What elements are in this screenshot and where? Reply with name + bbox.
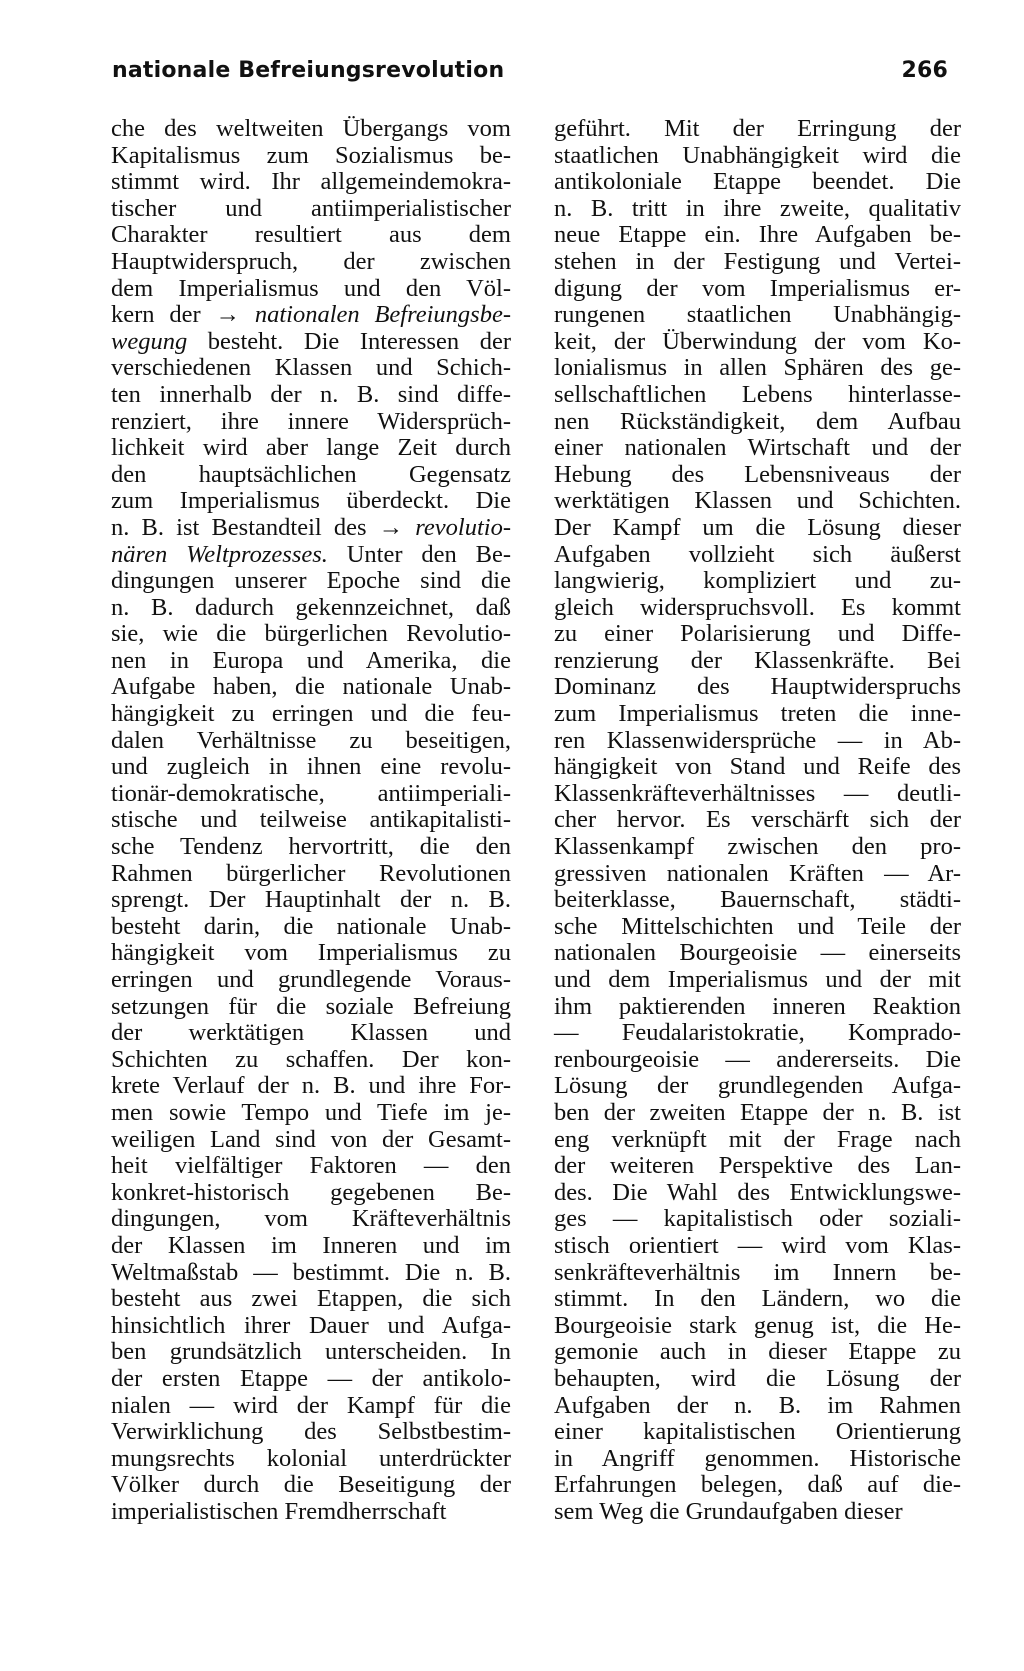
text-line: verschiedenen Klassen und Schich- bbox=[111, 354, 511, 382]
left-text-column bbox=[111, 116, 511, 1525]
text-line: n. B. tritt in ihre zweite, qualitativ bbox=[554, 194, 961, 222]
text-line: der ersten Etappe — der antikolo- bbox=[111, 1364, 511, 1392]
text-line: Aufgaben vollzieht sich äußerst bbox=[554, 540, 961, 568]
text-line: sprengt. Der Hauptinhalt der n. B. bbox=[111, 886, 511, 914]
text-line: zum Imperialismus überdeckt. Die bbox=[111, 487, 511, 515]
text-line: ihm paktierenden inneren Reaktion bbox=[554, 992, 961, 1020]
text-line: stisch orientiert — wird vom Klas- bbox=[554, 1231, 961, 1259]
text-line: werktätigen Klassen und Schichten. bbox=[554, 487, 961, 515]
text-line: cher hervor. Es verschärft sich der bbox=[554, 806, 961, 834]
text-line: dalen Verhältnisse zu beseitigen, bbox=[111, 726, 511, 754]
text-line: gleich widerspruchsvoll. Es kommt bbox=[554, 593, 961, 621]
text-line: stimmt. In den Ländern, wo die bbox=[554, 1285, 961, 1313]
text-line: sche Tendenz hervortritt, die den bbox=[111, 833, 511, 861]
text-line: Weltmaßstab — bestimmt. Die n. B. bbox=[111, 1258, 511, 1286]
text-line: Erfahrungen belegen, daß auf die- bbox=[554, 1471, 961, 1499]
text-line: Völker durch die Beseitigung der bbox=[111, 1471, 511, 1499]
text-line: kern der → nationalen Befreiungsbe- bbox=[111, 301, 511, 329]
right-text-column bbox=[554, 116, 961, 1525]
text-line: n. B. dadurch gekennzeichnet, daß bbox=[111, 593, 511, 621]
text-line: dingungen unserer Epoche sind die bbox=[111, 567, 511, 595]
text-line: einer kapitalistischen Orientierung bbox=[554, 1418, 961, 1446]
text-line: besteht darin, die nationale Unab- bbox=[111, 912, 511, 940]
text-line: geführt. Mit der Erringung der bbox=[554, 115, 961, 142]
text-line: hängigkeit von Stand und Reife des bbox=[554, 753, 961, 781]
text-line: lonialismus in allen Sphären des ge- bbox=[554, 354, 961, 382]
text-line: einer nationalen Wirtschaft und der bbox=[554, 434, 961, 462]
text-line: und dem Imperialismus und der mit bbox=[554, 966, 961, 993]
text-line: den hauptsächlichen Gegensatz bbox=[111, 460, 511, 488]
text-line: nationalen Bourgeoisie — einerseits bbox=[554, 939, 961, 967]
text-line: Charakter resultiert aus dem bbox=[111, 221, 511, 249]
text-line: Klassenkräfteverhältnisses — deutli- bbox=[554, 779, 961, 807]
text-line: staatlichen Unabhängigkeit wird die bbox=[554, 141, 961, 169]
text-line: — Feudalaristokratie, Komprado- bbox=[554, 1019, 961, 1047]
text-line: stimmt wird. Ihr allgemeindemokra- bbox=[111, 168, 511, 196]
text-line: Aufgabe haben, die nationale Unab- bbox=[111, 673, 511, 701]
text-line: nen Rückständigkeit, dem Aufbau bbox=[554, 407, 961, 435]
text-line: und zugleich in ihnen eine revolu- bbox=[111, 753, 511, 781]
text-line: Klassenkampf zwischen den pro- bbox=[554, 833, 961, 861]
text-line: beiterklasse, Bauernschaft, städti- bbox=[554, 886, 961, 914]
text-line: der werktätigen Klassen und bbox=[111, 1019, 511, 1047]
text-line: renzierung der Klassenkräfte. Bei bbox=[554, 646, 961, 674]
text-line: besteht aus zwei Etappen, die sich bbox=[111, 1285, 511, 1313]
text-line: Hauptwiderspruch, der zwischen bbox=[111, 247, 511, 275]
text-line: wegung besteht. Die Interessen der bbox=[111, 327, 511, 355]
text-line: gressiven nationalen Kräften — Ar- bbox=[554, 859, 961, 887]
text-line: zum Imperialismus treten die inne- bbox=[554, 700, 961, 728]
page-header bbox=[112, 58, 948, 92]
text-line: der Klassen im Inneren und im bbox=[111, 1231, 511, 1259]
text-line: dingungen, vom Kräfteverhältnis bbox=[111, 1205, 511, 1233]
text-line: Der Kampf um die Lösung dieser bbox=[554, 513, 961, 541]
text-line: setzungen für die soziale Befreiung bbox=[111, 992, 511, 1020]
text-line: lichkeit wird aber lange Zeit durch bbox=[111, 434, 511, 462]
text-line: Schichten zu schaffen. Der kon- bbox=[111, 1045, 511, 1073]
text-line: renziert, ihre innere Widersprüch- bbox=[111, 407, 511, 435]
text-line: krete Verlauf der n. B. und ihre For- bbox=[111, 1072, 511, 1100]
text-line: Lösung der grundlegenden Aufga- bbox=[554, 1072, 961, 1100]
text-line: stische und teilweise antikapitalisti- bbox=[111, 806, 511, 834]
text-line: renbourgeoisie — andererseits. Die bbox=[554, 1045, 961, 1073]
text-line: antikoloniale Etappe beendet. Die bbox=[554, 168, 961, 196]
text-line: heit vielfältiger Faktoren — den bbox=[111, 1152, 511, 1180]
text-line: Aufgaben der n. B. im Rahmen bbox=[554, 1391, 961, 1419]
text-line: der weiteren Perspektive des Lan- bbox=[554, 1152, 961, 1180]
text-line: sellschaftlichen Lebens hinterlasse- bbox=[554, 380, 961, 408]
text-line: dem Imperialismus und den Völ- bbox=[111, 274, 511, 302]
text-line: hängigkeit zu erringen und die feu- bbox=[111, 700, 511, 728]
text-line: zu einer Polarisierung und Diffe- bbox=[554, 620, 961, 648]
text-line: in Angriff genommen. Historische bbox=[554, 1444, 961, 1472]
running-head-title: nationale Befreiungsrevolution bbox=[112, 58, 505, 83]
text-line: sche Mittelschichten und Teile der bbox=[554, 912, 961, 940]
text-line: erringen und grundlegende Voraus- bbox=[111, 966, 511, 993]
text-line: rungenen staatlichen Unabhängig- bbox=[554, 301, 961, 329]
text-line: Rahmen bürgerlicher Revolutionen bbox=[111, 859, 511, 887]
text-line: weiligen Land sind von der Gesamt- bbox=[111, 1125, 511, 1153]
text-line: nen in Europa und Amerika, die bbox=[111, 646, 511, 674]
text-line: Dominanz des Hauptwiderspruchs bbox=[554, 673, 961, 701]
text-line: stehen in der Festigung und Vertei- bbox=[554, 247, 961, 275]
text-line: des. Die Wahl des Entwicklungswe- bbox=[554, 1178, 961, 1206]
text-line: Verwirklichung des Selbstbestim- bbox=[111, 1418, 511, 1446]
text-line: sie, wie die bürgerlichen Revolutio- bbox=[111, 620, 511, 648]
text-line: ten innerhalb der n. B. sind diffe- bbox=[111, 380, 511, 408]
text-line: ben der zweiten Etappe der n. B. ist bbox=[554, 1098, 961, 1126]
text-line: nären Weltprozesses. Unter den Be- bbox=[111, 540, 511, 568]
text-line: konkret-historisch gegebenen Be- bbox=[111, 1178, 511, 1206]
text-line: nialen — wird der Kampf für die bbox=[111, 1391, 511, 1419]
text-line: tischer und antiimperialistischer bbox=[111, 194, 511, 222]
text-line: neue Etappe ein. Ihre Aufgaben be- bbox=[554, 221, 961, 249]
text-line: tionär-demokratische, antiimperiali- bbox=[111, 779, 511, 807]
text-line: hängigkeit vom Imperialismus zu bbox=[111, 939, 511, 967]
text-line: Kapitalismus zum Sozialismus be- bbox=[111, 141, 511, 169]
text-line: Hebung des Lebensniveaus der bbox=[554, 460, 961, 488]
text-line: senkräfteverhältnis im Innern be- bbox=[554, 1258, 961, 1286]
text-line: hinsichtlich ihrer Dauer und Aufga- bbox=[111, 1311, 511, 1339]
text-line: n. B. ist Bestandteil des → revolutio- bbox=[111, 513, 511, 541]
text-line: sem Weg die Grundaufgaben dieser bbox=[554, 1497, 903, 1525]
text-line: ges — kapitalistisch oder soziali- bbox=[554, 1205, 961, 1233]
text-line: ben grundsätzlich unterscheiden. In bbox=[111, 1338, 511, 1366]
text-line: gemonie auch in dieser Etappe zu bbox=[554, 1338, 961, 1366]
text-line: eng verknüpft mit der Frage nach bbox=[554, 1125, 961, 1153]
text-line: behaupten, wird die Lösung der bbox=[554, 1364, 961, 1392]
text-line: langwierig, kompliziert und zu- bbox=[554, 567, 961, 595]
text-line: keit, der Überwindung der vom Ko- bbox=[554, 327, 961, 355]
text-line: men sowie Tempo und Tiefe im je- bbox=[111, 1098, 511, 1126]
text-line: Bourgeoisie stark genug ist, die He- bbox=[554, 1311, 961, 1339]
text-line: imperialistischen Fremdherrschaft bbox=[111, 1497, 447, 1525]
page-number: 266 bbox=[901, 58, 948, 83]
text-line: che des weltweiten Übergangs vom bbox=[111, 115, 511, 142]
text-line: mungsrechts kolonial unterdrückter bbox=[111, 1444, 511, 1472]
text-line: ren Klassenwidersprüche — in Ab- bbox=[554, 726, 961, 754]
text-line: digung der vom Imperialismus er- bbox=[554, 274, 961, 302]
